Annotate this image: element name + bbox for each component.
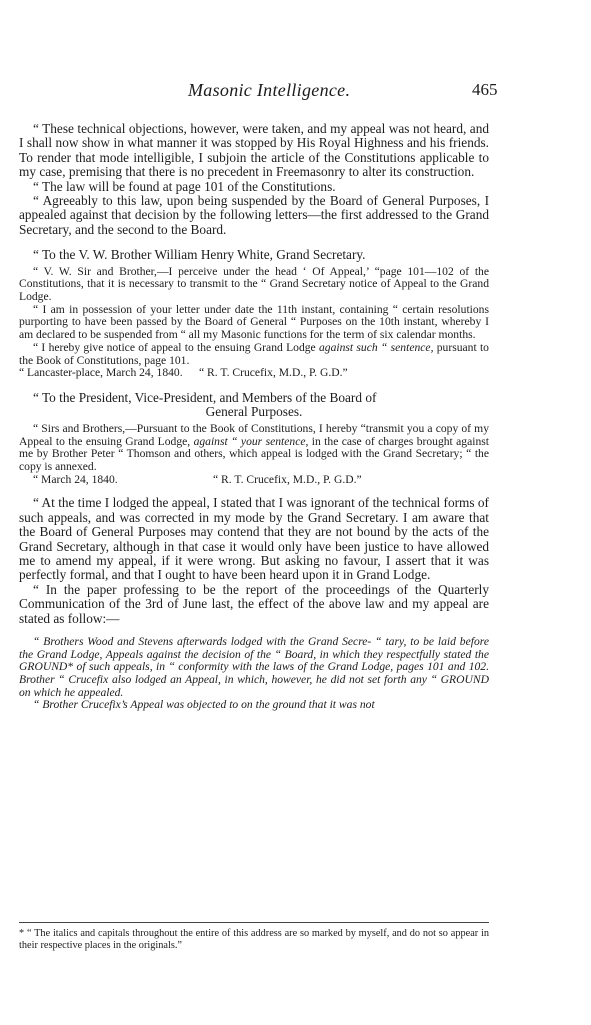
- letter1-p3-italic: against such “ sentence,: [318, 340, 434, 354]
- letter1-date: “ Lancaster-place, March 24, 1840.: [19, 366, 183, 380]
- letter2-date: “ March 24, 1840.: [33, 472, 118, 486]
- quoted-report-2: [19, 699, 489, 712]
- letter1-p3-start: “ I hereby give notice of appeal to the ensuing Grand Lodge: [33, 340, 319, 354]
- paragraph-appeal-letters: “ Agreeably to this law, upon being suspended by the Board of General Purposes, I appealed against that decision by the following letters—the first addressed to the Grand Secretary, and the second to the Board.: [19, 193, 489, 237]
- page-header: [20, 80, 498, 104]
- quoted-report-2-text: “ Brother Crucefix’s Appeal was objected to on the ground that it was not: [33, 698, 375, 712]
- letter1-paragraph-1: “ V. W. Sir and Brother,—I perceive under the head ‘ Of Appeal,’ “page 101—102 of the Constitutions, that it is necessary to transmit to the “ Grand Secretary notice of Appeal to the Grand Lodge.: [19, 264, 489, 304]
- letter2-address-line-2: General Purposes.: [205, 404, 303, 420]
- paragraph-technical-objections: “ These technical objections, however, were taken, and my appeal was not heard, and I shall now show in what manner it was stopped by His Royal Highness and his friends. To render that mode intelligible, I subjoin the article of the Constitutions applicable to my case, premising that there is no precedent in Freemasonry to alter its construction.: [19, 121, 489, 180]
- letter2-p1-end: in the case of charges brought against me by Brother Peter “ Thomson and others, which appeal is lodged with the Grand Secretary; “ the copy is annexed.: [19, 434, 490, 473]
- body-text: [19, 122, 489, 712]
- footnote: * “ The italics and capitals throughout the entire of this address are so marked by myself, and do not so appear in their respective places in the originals.”: [19, 928, 489, 951]
- paragraph-report-proceedings: “ In the paper professing to be the report of the proceedings of the Quarterly Communication of the 3rd of June last, the effect of the above law and my appeal are stated as follow:—: [19, 581, 489, 626]
- letter1-p3-end: pursuant to the Book of Constitutions, page 101.: [19, 340, 489, 367]
- letter1-paragraph-3: [19, 342, 489, 367]
- letter2-signature: “ R. T. Crucefix, M.D., P. G.D.”: [213, 472, 362, 486]
- quoted-report-1: [19, 636, 489, 700]
- footnote-divider: [19, 922, 489, 923]
- letter2-address: “ To the President, Vice-President, and Members of the Board of: [33, 389, 377, 405]
- letter1-paragraph-2: “ I am in possession of your letter under date the 11th instant, containing “ certain resolutions purporting to have been passed by the Board of General “ Purposes on the 10th instant, whereby I am declared to be suspended from “ all my Masonic functions for the term of six calendar months.: [19, 302, 489, 342]
- letter2-paragraph-1: [19, 423, 489, 474]
- paragraph-law-reference: “ The law will be found at page 101 of the Constitutions.: [33, 178, 336, 194]
- letter2-p1-italic: against “ your sentence,: [193, 434, 309, 448]
- letter1-address: “ To the V. W. Brother William Henry White, Grand Secretary.: [33, 247, 366, 263]
- quoted-report-1-text: “ Brothers Wood and Stevens afterwards lodged with the Grand Secre- “ tary, to be laid before the Grand Lodge, Appeals against the decision of the “ Board, in which they respectfully stated the GROUND* of such appeals, in “ conformity with the laws of the Grand Lodge, pages 101 and 102. Brother “ Crucefix also lodged an Appeal, in which, however, he did not set forth any “ GROUND on which he appealed.: [19, 634, 489, 699]
- page-number: 465: [472, 80, 498, 99]
- letter2-signature-line: [19, 474, 489, 487]
- letter2-p1-start: “ Sirs and Brothers,—Pursuant to the Book of Constitutions, I hereby “transmit you a copy of my Appeal to the ensuing Grand Lodge,: [19, 421, 489, 448]
- running-title: Masonic Intelligence.: [188, 80, 351, 100]
- paragraph-lodged-appeal: “ At the time I lodged the appeal, I stated that I was ignorant of the technical forms of such appeals, and was corrected in my mode by the Grand Secretary. I am aware that the Board of General Purposes may contend that they are not bound by the acts of the Grand Secretary, although in that case it would only have been justice to have allowed me to amend my appeal, if it were wrong. But asking no favour, I assert that it was perfectly formal, and that I ought to have been heard upon it in Grand Lodge.: [19, 495, 489, 583]
- letter1-signature-line: [19, 367, 489, 380]
- letter1-signature: “ R. T. Crucefix, M.D., P. G.D.”: [199, 366, 348, 380]
